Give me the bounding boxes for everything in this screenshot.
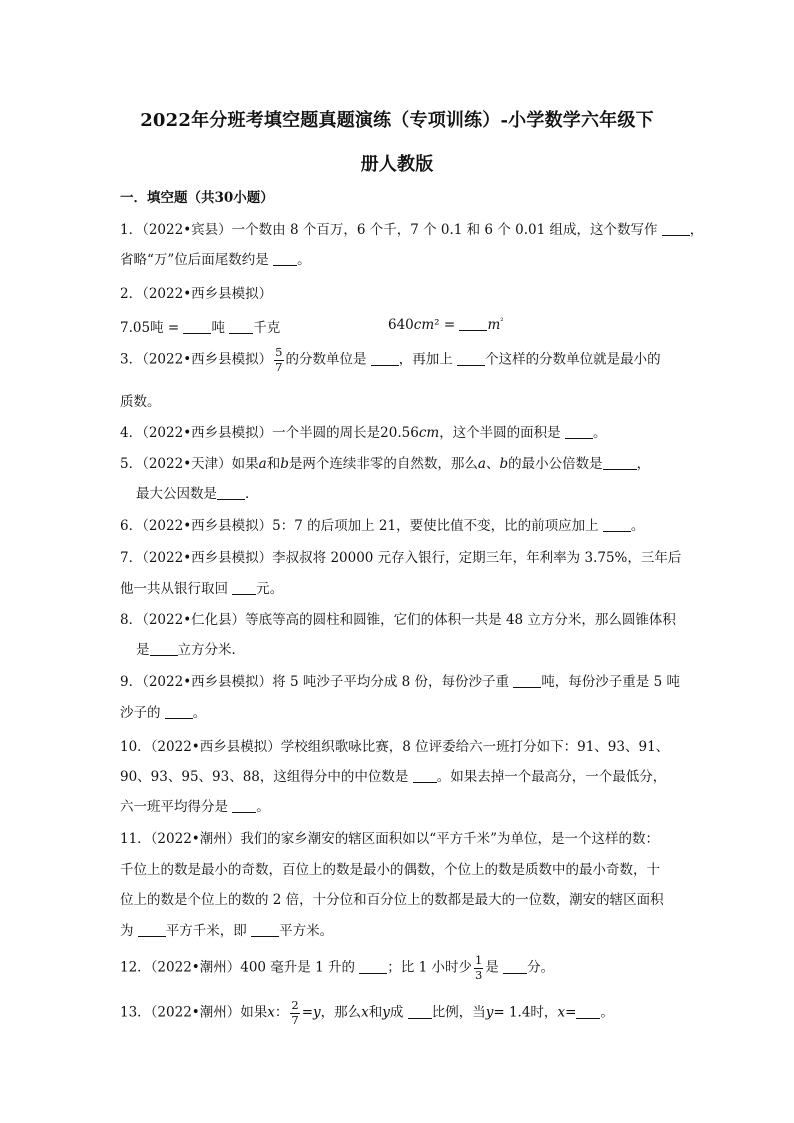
- question-8-line-1: 8．（2022•仁化县）等底等高的圆柱和圆锥，它们的体积一共是 48 立方分米，那么圆锥体积: [120, 612, 676, 628]
- question-11-line-1: 11．（2022•潮州）我们的家乡潮安的辖区面积如以“平方千米”为单位，是一个这样的数：: [120, 831, 660, 847]
- answer-blank[interactable]: [150, 641, 178, 656]
- answer-blank[interactable]: [232, 798, 256, 813]
- question-6: 6．（2022•西乡县模拟）5：7 的后项加上 21，要使比值不变，比的前项应加上 。: [120, 518, 645, 534]
- answer-blank[interactable]: [273, 251, 297, 266]
- question-3-line-2: 质数。: [120, 394, 161, 410]
- answer-blank[interactable]: [662, 221, 690, 236]
- answer-blank[interactable]: [413, 768, 437, 783]
- question-10-line-3: 六一班平均得分是 。: [120, 799, 270, 815]
- question-4: 4．（2022•西乡县模拟）一个半圆的周长是20.56cm，这个半圆的面积是 。: [120, 425, 607, 441]
- question-10-line-1: 10．（2022•西乡县模拟）学校组织歌咏比赛，8 位评委给六一班打分如下：91、93、91、: [120, 739, 670, 755]
- answer-blank[interactable]: [371, 351, 399, 366]
- answer-blank[interactable]: [603, 517, 631, 532]
- question-1-line-2: 省略“万”位后面尾数约是 。: [120, 252, 311, 268]
- answer-blank[interactable]: [408, 1004, 432, 1019]
- question-12: 12．（2022•潮州）400 毫升是 1 升的 ；比 1 小时少 $\frac{1}{3}$ 是 分。: [120, 953, 555, 982]
- answer-blank[interactable]: [503, 959, 527, 974]
- question-9-line-2: 沙子的 。: [120, 705, 207, 721]
- section-heading: 一．填空题（共30小题）: [120, 190, 274, 206]
- question-2-part-b: $640cm^2 = m^{^2}$: [388, 316, 504, 333]
- question-11-line-3: 位上的数是个位上的数的 2 倍，十分位和百分位上的数都是最大的一位数，潮安的辖区面积: [120, 892, 664, 908]
- question-7-line-1: 7．（2022•西乡县模拟）李叔叔将 20000 元存入银行，定期三年，年利率为 3.75%，三年后: [120, 550, 682, 566]
- answer-blank[interactable]: [165, 704, 193, 719]
- answer-blank[interactable]: [232, 580, 256, 595]
- answer-blank[interactable]: [513, 673, 541, 688]
- answer-blank[interactable]: [457, 351, 485, 366]
- answer-blank[interactable]: [359, 959, 387, 974]
- question-5-line-2: 最大公因数是 ．: [136, 486, 259, 502]
- answer-blank[interactable]: [459, 316, 487, 331]
- question-13: 13．（2022•潮州）如果x： $\frac{2}{7}$ =y，那么x和y成 比例，当y= 1.4时，x= 。: [120, 998, 614, 1027]
- question-10-line-2: 90、93、95、93、88，这组得分中的中位数是 。如果去掉一个最高分，一个最低分，: [120, 769, 667, 785]
- fraction: $\frac{2}{7}$: [291, 998, 299, 1027]
- answer-blank[interactable]: [138, 922, 166, 937]
- question-11-line-2: 千位上的数是最小的奇数，百位上的数是最小的偶数，个位上的数是质数中的最小奇数，十: [120, 862, 660, 878]
- answer-blank[interactable]: [229, 319, 253, 334]
- question-3-line-1: 3．（2022•西乡县模拟） $\frac{5}{7}$ 的分数单位是 ，再加上 个这样的分数单位就是最小的: [120, 345, 661, 374]
- answer-blank[interactable]: [565, 424, 593, 439]
- question-11-line-4: 为 平方千米，即 平方米。: [120, 923, 334, 939]
- answer-blank[interactable]: [251, 922, 279, 937]
- question-2-part-a: 7.05吨 = 吨 千克: [120, 320, 281, 336]
- question-2-head: 2．（2022•西乡县模拟）: [120, 286, 273, 302]
- fraction: $\frac{5}{7}$: [275, 345, 283, 374]
- answer-blank[interactable]: [576, 1004, 600, 1019]
- page-title-continued: 册人教版: [360, 154, 434, 175]
- answer-blank[interactable]: [603, 455, 637, 470]
- question-1-line-1: 1．（2022•宾县）一个数由 8 个百万，6 个千，7 个 0.1 和 6 个 0.01 组成，这个数写作 ，: [120, 222, 704, 238]
- answer-blank[interactable]: [217, 485, 245, 500]
- fraction: $\frac{1}{3}$: [474, 953, 483, 982]
- page-title: 2022年分班考填空题真题演练（专项训练）-小学数学六年级下: [140, 110, 654, 131]
- question-5-line-1: 5．（2022•天津）如果a和b是两个连续非零的自然数，那么a、b的最小公倍数是 ，: [120, 456, 651, 472]
- answer-blank[interactable]: [183, 319, 211, 334]
- question-7-line-2: 他一共从银行取回 元。: [120, 581, 284, 597]
- question-8-line-2: 是 立方分米．: [136, 642, 245, 658]
- question-9-line-1: 9．（2022•西乡县模拟）将 5 吨沙子平均分成 8 份，每份沙子重 吨，每份沙子重是 5 吨: [120, 674, 680, 690]
